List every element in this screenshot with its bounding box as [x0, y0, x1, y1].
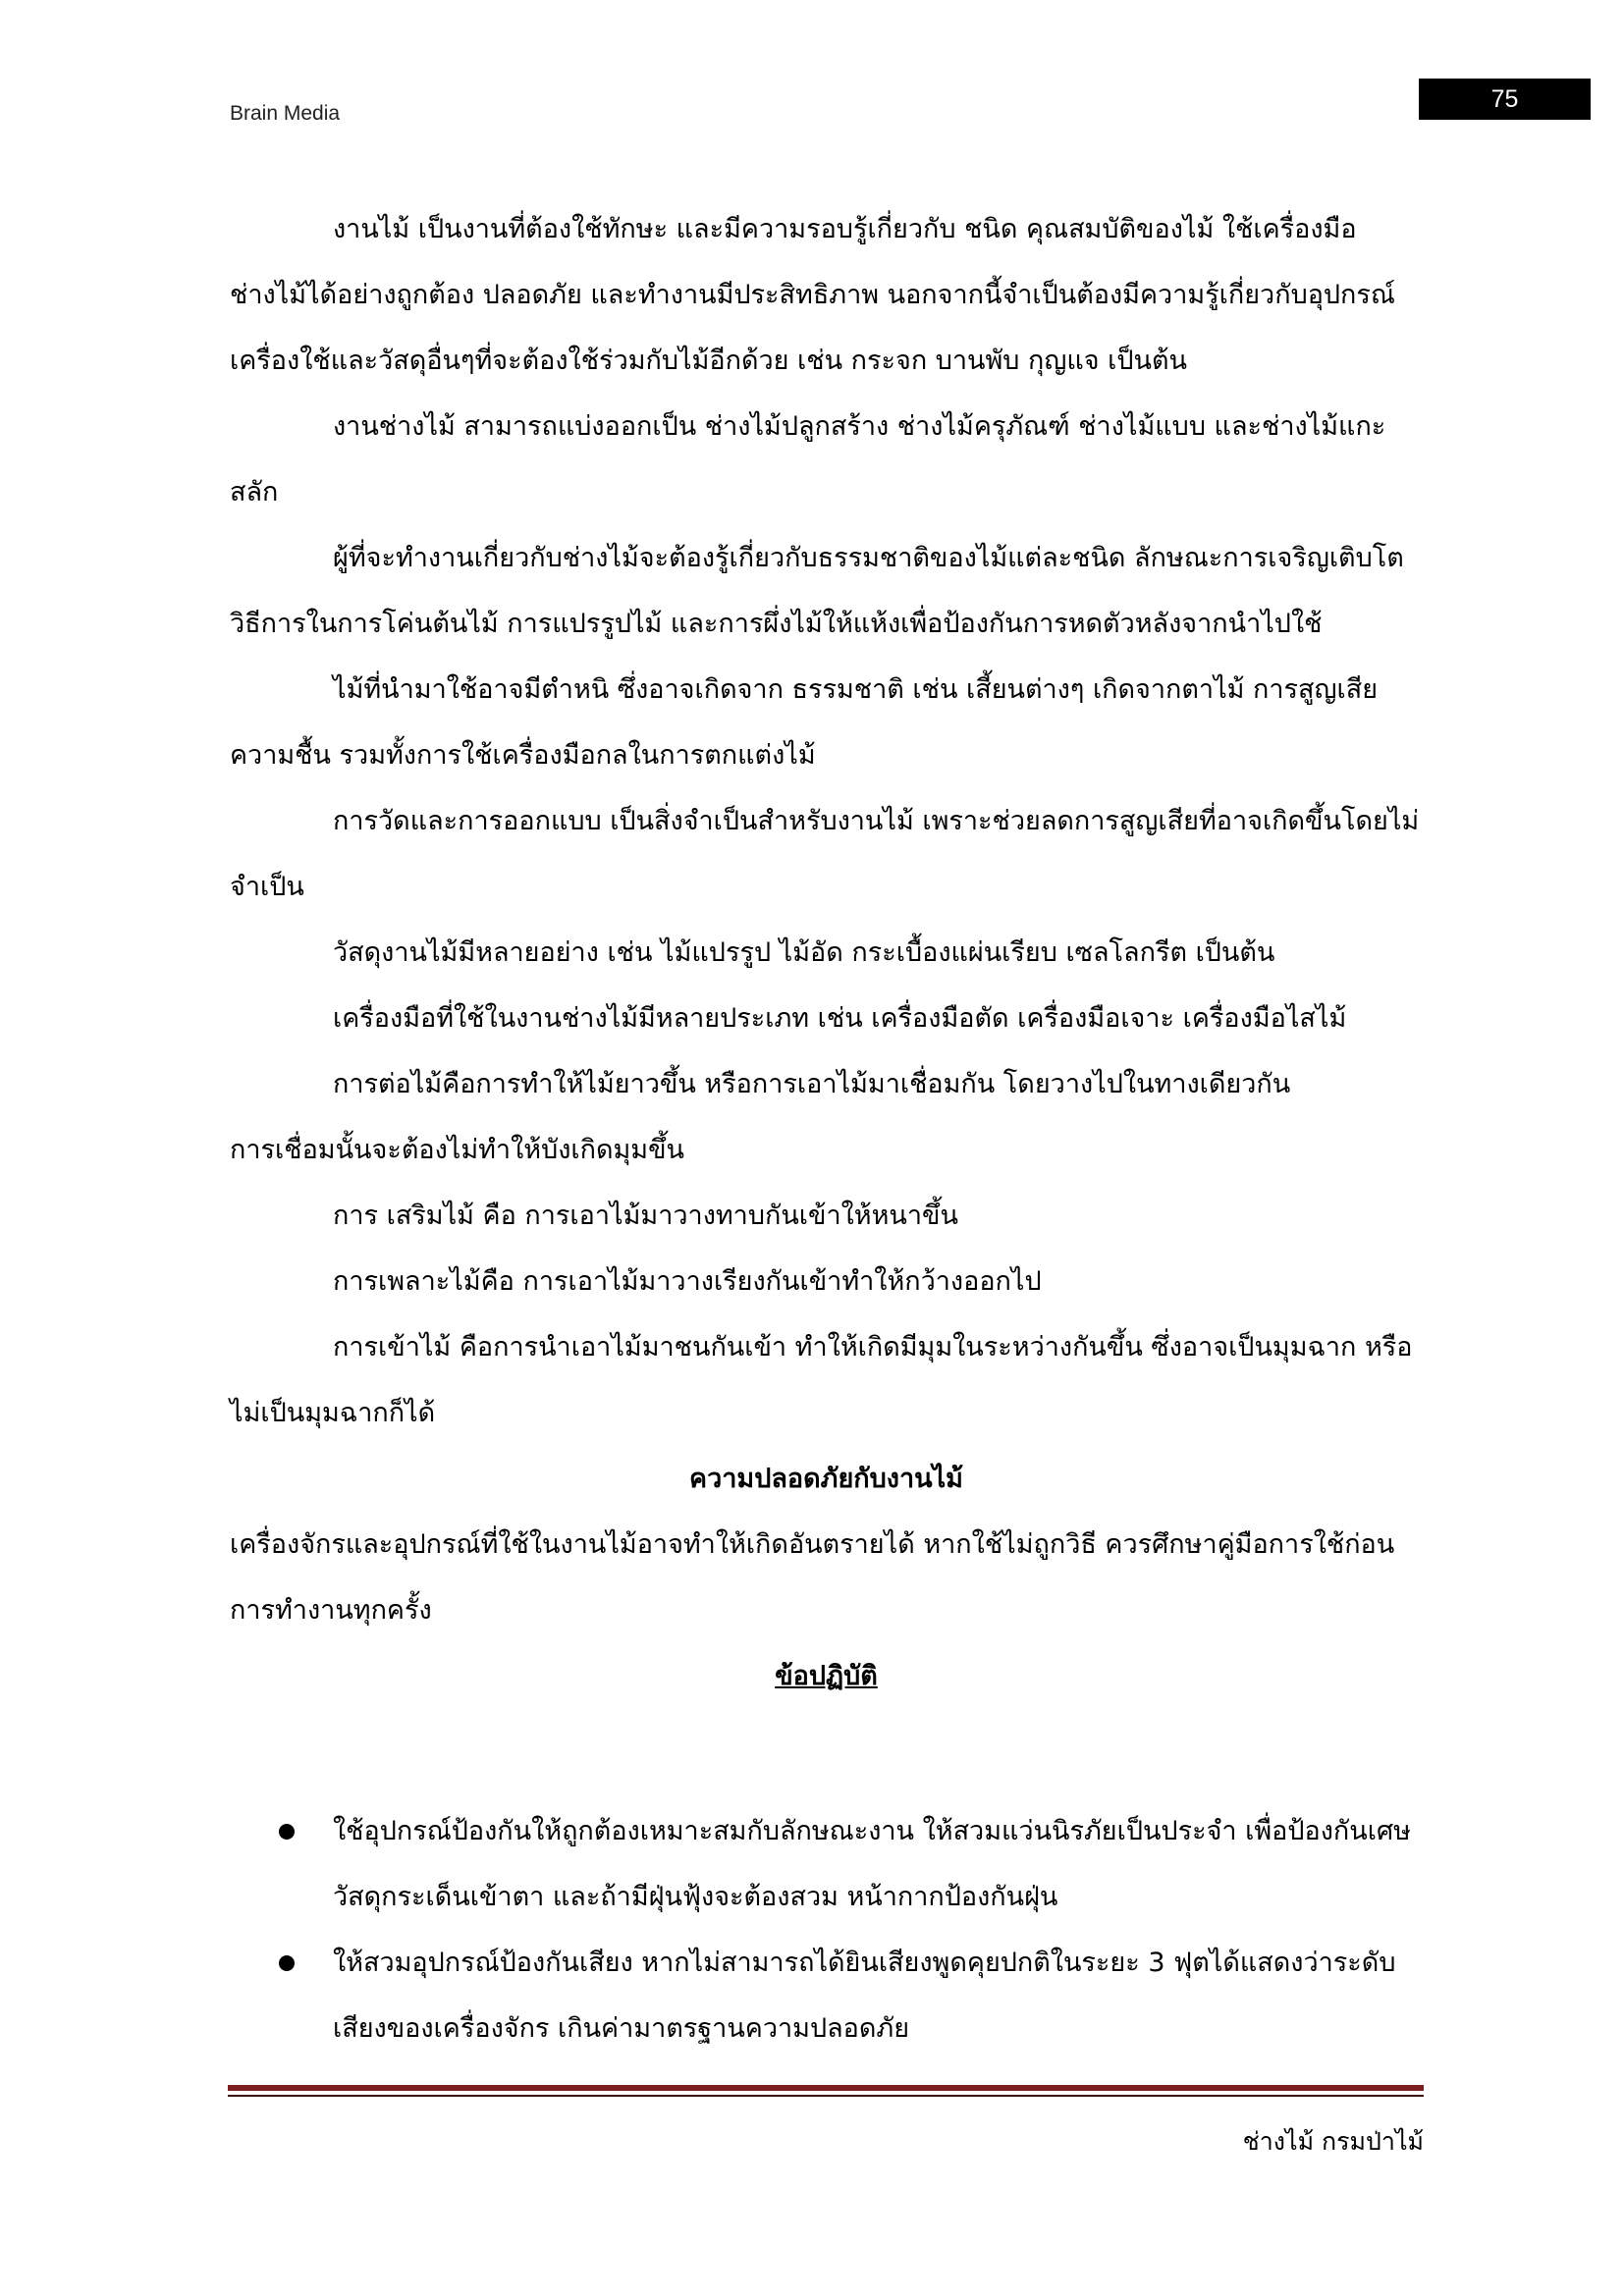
list-item [230, 1930, 1423, 2061]
rule-text: ใช้อุปกรณ์ป้องกันให้ถูกต้องเหมาะสมกับลักษณะงาน ให้สวมแว่นนิรภัยเป็นประจำ เพื่อป้องกันเศษวัสดุกระเด็นเข้าตา และถ้ามีฝุ่นฟุ้งจะต้องสวม หน้ากากป้องกันฝุ่น [333, 1816, 1411, 1912]
paragraph: วัสดุงานไม้มีหลายอย่าง เช่น ไม้แปรรูป ไม้อัด กระเบื้องแผ่นเรียบ เซลโลกรีต เป็นต้น [333, 937, 1275, 968]
paragraph: ผู้ที่จะทำงานเกี่ยวกับช่างไม้จะต้องรู้เกี่ยวกับธรรมชาติของไม้แต่ละชนิด ลักษณะการเจริญเติบโต วิธีการในการโค่นต้นไม้ การแปรรูปไม้ และการผึ่งไม้ให้แห้งเพื่อป้องกันการหดตัวหลังจากนำไปใช้ [230, 543, 1404, 639]
paragraph: การ เสริมไม้ คือ การเอาไม้มาวางทาบกันเข้าให้หนาขึ้น [333, 1201, 958, 1231]
paragraph: การเข้าไม้ คือการนำเอาไม้มาชนกันเข้า ทำให้เกิดมีมุมในระหว่างกันขึ้น ซึ่งอาจเป็นมุมฉาก หรือไม่เป็นมุมฉากก็ได้ [230, 1332, 1413, 1428]
publisher-name: Brain Media [230, 102, 341, 125]
footer-divider [228, 2085, 1424, 2091]
footer-divider-thin [228, 2095, 1424, 2097]
rule-text: ให้สวมอุปกรณ์ป้องกันเสียง หากไม่สามารถได้ยินเสียงพูดคุยปกติในระยะ 3 ฟุตได้แสดงว่าระดับเสียงของเครื่องจักร เกินค่ามาตรฐานความปลอดภัย [333, 1948, 1396, 2044]
paragraph: งานไม้ เป็นงานที่ต้องใช้ทักษะ และมีความรอบรู้เกี่ยวกับ ชนิด คุณสมบัติของไม้ ใช้เครื่องมือช่างไม้ได้อย่างถูกต้อง ปลอดภัย และทำงานมีประสิทธิภาพ นอกจากนี้จำเป็นต้องมีความรู้เกี่ยวกับอุปกรณ์เครื่องใช้และวัสดุอื่นๆที่จะต้องใช้ร่วมกับไม้อีกด้วย เช่น กระจก บานพับ กุญแจ เป็นต้น [230, 214, 1395, 376]
list-item [230, 1798, 1423, 1930]
safety-heading: ความปลอดภัยกับงานไม้ [689, 1464, 963, 1494]
paragraph: การต่อไม้คือการทำให้ไม้ยาวขึ้น หรือการเอาไม้มาเชื่อมกัน โดยวางไปในทางเดียวกัน [333, 1069, 1291, 1099]
paragraph: เครื่องมือที่ใช้ในงานช่างไม้มีหลายประเภท เช่น เครื่องมือตัด เครื่องมือเจาะ เครื่องมือไสไม้ [333, 1003, 1347, 1034]
rules-list [230, 1798, 1423, 2061]
paragraph: การวัดและการออกแบบ เป็นสิ่งจำเป็นสำหรับงานไม้ เพราะช่วยลดการสูญเสียที่อาจเกิดขึ้นโดยไม่จำเป็น [230, 806, 1420, 902]
paragraph: ไม้ที่นำมาใช้อาจมีตำหนิ ซึ่งอาจเกิดจาก ธรรมชาติ เช่น เสี้ยนต่างๆ เกิดจากตาไม้ การสูญเสียความชื้น รวมทั้งการใช้เครื่องมือกลในการตกแต่งไม้ [230, 674, 1379, 771]
page-content [230, 196, 1423, 2061]
spacer [230, 1709, 1423, 1775]
paragraph: การเพลาะไม้คือ การเอาไม้มาวางเรียงกันเข้าทำให้กว้างออกไป [333, 1266, 1042, 1297]
safety-text: เครื่องจักรและอุปกรณ์ที่ใช้ในงานไม้อาจทำให้เกิดอันตรายได้ หากใช้ไม่ถูกวิธี ควรศึกษาคู่มือการใช้ก่อนการทำงานทุกครั้ง [230, 1529, 1395, 1626]
paragraph: การเชื่อมนั้นจะต้องไม่ทำให้บังเกิดมุมขึ้น [230, 1135, 685, 1165]
footer-text: ช่างไม้ กรมป่าไม้ [1242, 2127, 1424, 2156]
rules-heading: ข้อปฏิบัติ [775, 1661, 878, 1691]
paragraph: งานช่างไม้ สามารถแบ่งออกเป็น ช่างไม้ปลูกสร้าง ช่างไม้ครุภัณฑ์ ช่างไม้แบบ และช่างไม้แกะสลัก [230, 411, 1386, 507]
page-number: 75 [1419, 79, 1591, 120]
bullet-icon [279, 1824, 295, 1840]
bullet-icon [279, 1955, 295, 1971]
